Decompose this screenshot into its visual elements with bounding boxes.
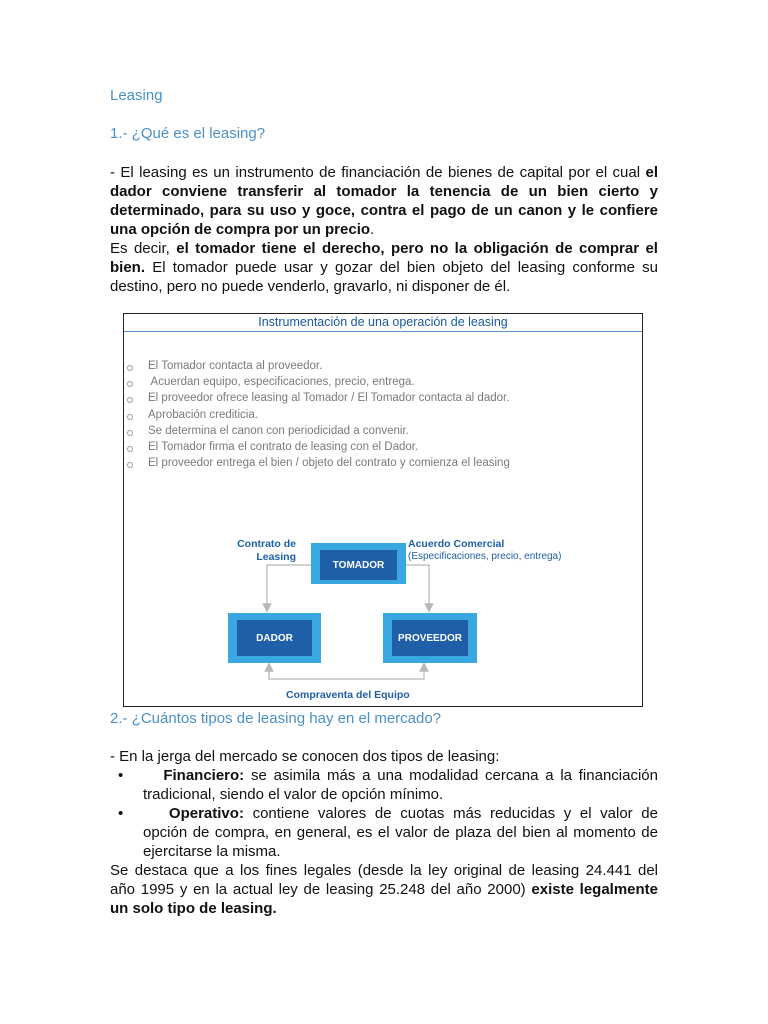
- list-item-financiero: • Financiero: se asimila más a una modalidad cercana a la financiación tradicional, siendo el valor de opción mínimo.: [118, 767, 658, 803]
- p1-line7-text: destino, pero no puede venderlo, gravarlo, ni disponer de él.: [110, 278, 511, 295]
- answer-2-intro: - En la jerga del mercado se conocen dos tipos de leasing:: [110, 748, 500, 765]
- p1-line5-text: Es decir,: [110, 240, 177, 257]
- bullet-icon: •: [118, 767, 124, 784]
- compraventa-label: Compraventa del Equipo: [286, 689, 410, 701]
- legal-note-paragraph: Se destaca que a los fines legales (desde la ley original de leasing 24.441 del año 1995 y en la actual ley de leasing 25.248 del año 2000) existe legalmente un solo tipo de leasing.: [110, 862, 659, 917]
- p1-line6-bold: bien.: [110, 259, 146, 276]
- bullet-icon: •: [118, 805, 124, 822]
- arrow-tomador-dador: [267, 565, 311, 608]
- list-item-operativo: • Operativo: contiene valores de cuotas más reducidas y el valor de opción de compra, en general, es el valor de plaza del bien al momento de ejercitarse la misma.: [118, 805, 658, 860]
- p1-line1-text: - El leasing es un instrumento de financiación de bienes de capital por el cual: [110, 164, 646, 181]
- proveedor-box: [383, 613, 477, 663]
- dador-label: DADOR: [237, 620, 312, 656]
- arrow-tomador-proveedor: [406, 565, 429, 608]
- tomador-label: TOMADOR: [320, 550, 397, 580]
- question-1-heading: 1.- ¿Qué es el leasing?: [110, 125, 266, 142]
- p1-line6-text: El tomador puede usar y gozar del bien objeto del leasing conforme su: [145, 259, 658, 276]
- acuerdo-label: Acuerdo Comercial: [408, 538, 505, 550]
- leasing-diagram: Instrumentación de una operación de leasing El Tomador contacta al proveedor. Acuerdan equipo, especificaciones, precio, entrega. El proveedor ofrece leasing al Tomador / El Tomador contacta al dador. Aprobación crediticia. Se determina el canon con periodicidad a convenir. El Tomador firma el contrato de leasing con el Dador. El proveedor entrega el bien / objeto del contrato y comienza el leasing TOMADOR DADOR PROVEEDOR Contrato de Leasing Acuerdo Comercial (Especificaciones, precio, entrega) Compraventa del Equipo: [123, 313, 643, 707]
- p1-line3-bold: determinado, para su uso y goce, contra el pago de un canon y le confiere: [110, 202, 658, 219]
- dador-box: [228, 613, 321, 663]
- answer-1-paragraph: [110, 163, 658, 296]
- doc-title: Leasing: [110, 87, 163, 104]
- question-2-heading: 2.- ¿Cuántos tipos de leasing hay en el mercado?: [110, 710, 442, 727]
- p1-line2-bold: dador conviene transferir al tomador la tenencia de un bien cierto y: [110, 183, 658, 200]
- p1-line4-text: .: [370, 221, 375, 238]
- p1-line5-bold: el tomador tiene el derecho, pero no la obligación de comprar el: [176, 240, 658, 257]
- diagram-title: Instrumentación de una operación de leasing: [124, 314, 642, 332]
- p1-line4-bold: una opción de compra por un precio: [110, 221, 371, 238]
- acuerdo-detail-label: (Especificaciones, precio, entrega): [408, 551, 562, 562]
- contrato-label: Contrato de Leasing: [237, 538, 296, 563]
- arrow-compraventa: [269, 665, 424, 679]
- p1-line1-bold: el: [645, 164, 658, 181]
- proveedor-label: PROVEEDOR: [392, 620, 468, 656]
- tomador-box: [311, 543, 406, 584]
